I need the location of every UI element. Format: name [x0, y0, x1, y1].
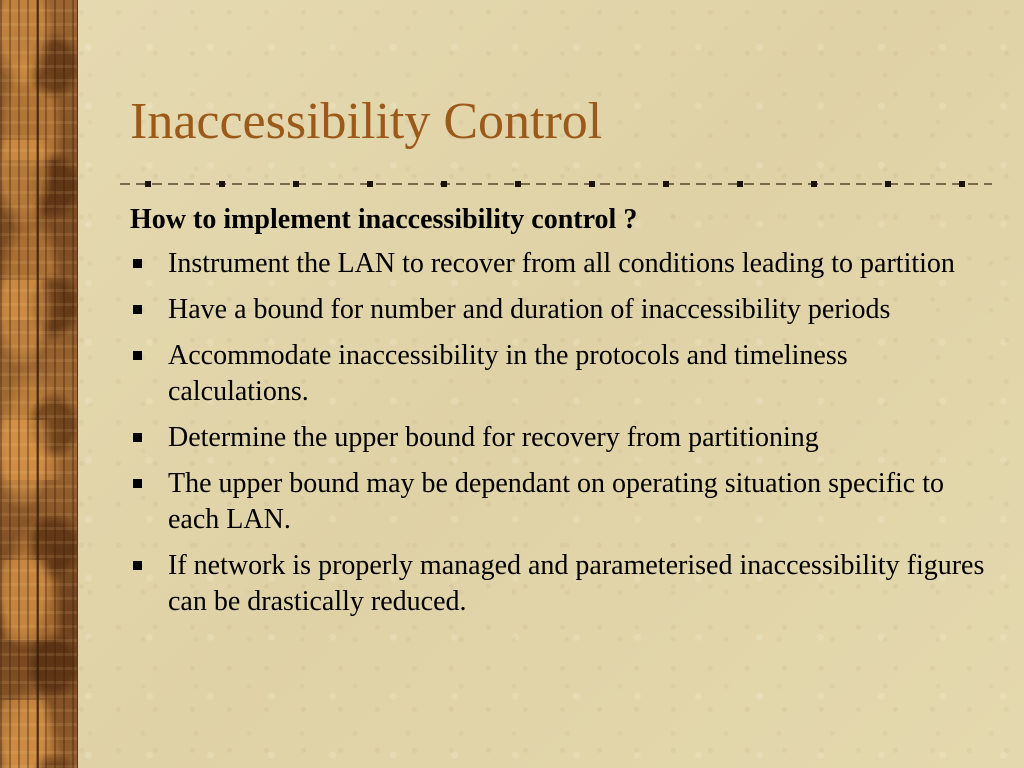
list-item — [130, 420, 990, 456]
square-bullet-icon — [133, 351, 142, 360]
square-bullet-icon — [133, 433, 142, 442]
square-bullet-icon — [133, 305, 142, 314]
divider-dot — [367, 181, 373, 187]
divider-dot — [885, 181, 891, 187]
list-item — [130, 292, 990, 328]
slide-body — [130, 202, 990, 630]
square-bullet-icon — [133, 561, 142, 570]
bullet-text: Have a bound for number and duration of inaccessibility periods — [168, 294, 891, 325]
slide-title: Inaccessibility Control — [130, 93, 603, 150]
divider-dot — [737, 181, 743, 187]
bullet-text: If network is properly managed and parameterised inaccessibility figures can be drastically reduced. — [168, 550, 985, 617]
divider-dot — [515, 181, 521, 187]
divider-dot — [441, 181, 447, 187]
square-bullet-icon — [133, 479, 142, 488]
divider-dot — [959, 181, 965, 187]
square-bullet-icon — [133, 259, 142, 268]
list-item — [130, 338, 990, 410]
divider-dot — [293, 181, 299, 187]
divider-dot — [145, 181, 151, 187]
divider-dot — [811, 181, 817, 187]
bullet-text: Instrument the LAN to recover from all conditions leading to partition — [168, 248, 955, 279]
divider-dot — [219, 181, 225, 187]
divider-dot — [589, 181, 595, 187]
divider-dot — [663, 181, 669, 187]
bullet-text: Accommodate inaccessibility in the protocols and timeliness calculations. — [168, 340, 848, 407]
decorative-wood-band — [0, 0, 78, 768]
list-item — [130, 548, 990, 620]
list-item — [130, 246, 990, 282]
list-item — [130, 466, 990, 538]
dotted-divider — [120, 176, 992, 192]
bullet-list — [130, 246, 990, 620]
section-heading: How to implement inaccessibility control ? — [130, 204, 638, 235]
bullet-text: Determine the upper bound for recovery from partitioning — [168, 422, 819, 453]
bullet-text: The upper bound may be dependant on operating situation specific to each LAN. — [168, 468, 945, 535]
